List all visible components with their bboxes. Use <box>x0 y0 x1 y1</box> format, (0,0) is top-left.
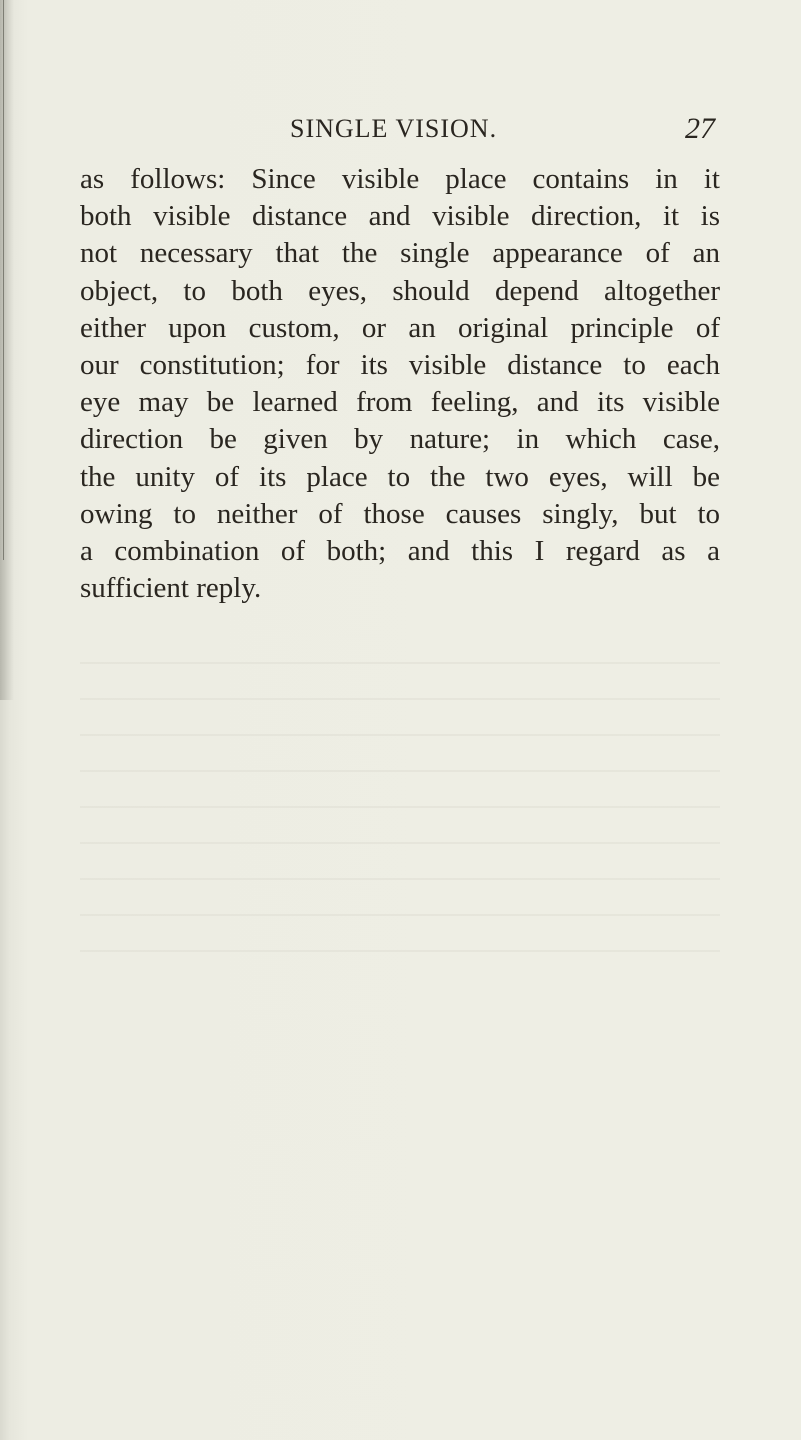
text-line: sufficient reply. <box>80 572 262 605</box>
text-line: direction be given by nature; in which case, <box>80 423 720 456</box>
show-through-texture <box>80 640 720 970</box>
text-line: either upon custom, or an original principle of <box>80 311 720 344</box>
text-line: object, to both eyes, should depend altogether <box>80 274 720 307</box>
text-line: as follows: Since visible place contains in it <box>80 163 720 195</box>
text-line: both visible distance and visible direction, it is <box>80 200 720 233</box>
text-line: not necessary that the single appearance of an <box>80 237 720 270</box>
body-paragraph <box>80 161 720 607</box>
text-line: a combination of both; and this I regard as a <box>80 534 720 567</box>
text-line: the unity of its place to the two eyes, will be <box>80 460 720 493</box>
running-head: SINGLE VISION. <box>290 114 498 143</box>
page-header <box>0 114 801 154</box>
text-line: eye may be learned from feeling, and its visible <box>80 386 720 419</box>
text-line: our constitution; for its visible distance to each <box>80 348 720 381</box>
spine-edge <box>3 0 4 560</box>
text-line: owing to neither of those causes singly, but to <box>80 497 720 530</box>
page-number: 27 <box>685 112 715 145</box>
